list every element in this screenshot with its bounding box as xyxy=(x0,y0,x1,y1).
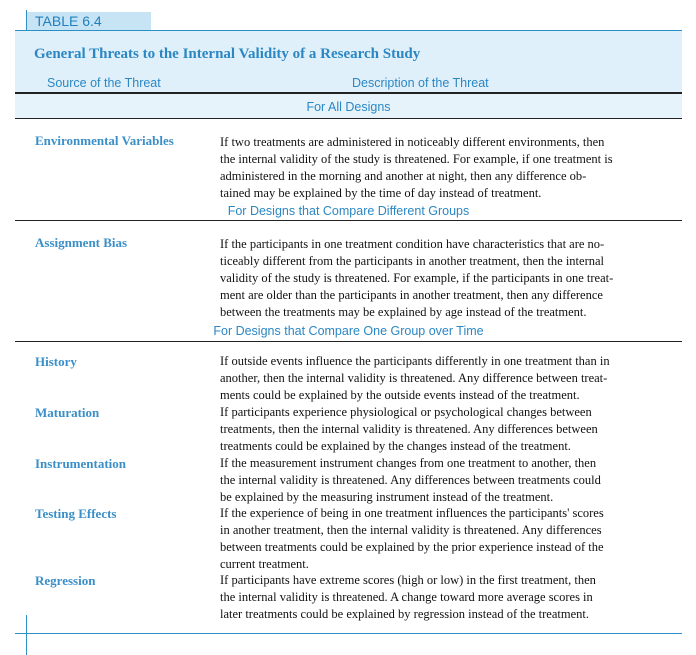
section-rule xyxy=(15,220,682,221)
title-top-rule xyxy=(15,30,682,31)
description-line: between the treatments may be explained by age instead of the treatment. xyxy=(220,305,587,319)
description-line: If participants experience physiological or psychological changes between xyxy=(220,405,592,419)
threat-description xyxy=(220,572,660,623)
threat-source: Maturation xyxy=(35,405,100,420)
description-line: between treatments could be explained by the prior experience instead of the xyxy=(220,540,604,554)
threat-description xyxy=(220,455,660,506)
column-header-description: Description of the Threat xyxy=(352,76,489,90)
description-line: ticeably different from the participants in another treatment, then the internal xyxy=(220,254,604,268)
threat-description xyxy=(220,134,660,202)
description-line: If the measurement instrument changes from one treatment to another, then xyxy=(220,456,597,470)
description-line: later treatments could be explained by regression instead of the treatment. xyxy=(220,607,589,621)
description-line: treatments could be explained by the changes instead of the treatment. xyxy=(220,439,571,453)
description-line: the internal validity of the study is threatened. For example, if one treatment is xyxy=(220,152,613,166)
description-line: administered in the morning and another at night, then any difference ob- xyxy=(220,169,587,183)
description-line: another, then the internal validity is threatened. Any difference between treat- xyxy=(220,371,608,385)
column-header-source: Source of the Threat xyxy=(47,76,161,90)
description-line: be explained by the measuring instrument instead of the treatment. xyxy=(220,490,554,504)
description-line: If the participants in one treatment condition have characteristics that are no- xyxy=(220,237,605,251)
threat-description xyxy=(220,353,660,404)
description-line: in another treatment, then the internal validity is threatened. Any differences xyxy=(220,523,602,537)
description-line: treatments, then the internal validity is threatened. Any differences between xyxy=(220,422,598,436)
description-line: validity of the study is threatened. For example, if the participants in one treat- xyxy=(220,271,614,285)
section-rule xyxy=(15,341,682,342)
threat-description xyxy=(220,404,660,455)
table-bottom-rule xyxy=(15,633,682,634)
description-line: ment are older than the participants in another treatment, then any difference xyxy=(220,288,603,302)
threat-source: Environmental Variables xyxy=(35,133,174,148)
section-rule xyxy=(15,118,682,119)
threat-source: Instrumentation xyxy=(35,456,127,471)
table-label: TABLE 6.4 xyxy=(27,12,151,31)
section-heading: For Designs that Compare One Group over Time xyxy=(213,324,484,338)
description-line: If outside events influence the participants differently in one treatment than in xyxy=(220,354,610,368)
description-line: If participants have extreme scores (high or low) in the first treatment, then xyxy=(220,573,596,587)
description-line: If the experience of being in one treatment influences the participants' scores xyxy=(220,506,604,520)
threat-description xyxy=(220,505,660,573)
description-line: tained may be explained by the time of day instead of treatment. xyxy=(220,186,542,200)
description-line: the internal validity is threatened. Any differences between treatments could xyxy=(220,473,601,487)
threat-description xyxy=(220,236,660,321)
table-title: General Threats to the Internal Validity of a Research Study xyxy=(34,46,421,62)
description-line: the internal validity is threatened. A change toward more average scores in xyxy=(220,590,593,604)
section-heading: For Designs that Compare Different Groups xyxy=(227,204,470,218)
section-heading: For All Designs xyxy=(306,100,391,114)
left-frame-line-bottom xyxy=(26,615,27,655)
description-line: If two treatments are administered in noticeably different environments, then xyxy=(220,135,605,149)
threat-source: History xyxy=(35,354,77,369)
threat-source: Assignment Bias xyxy=(35,235,128,250)
threat-source: Regression xyxy=(35,573,96,588)
threat-source: Testing Effects xyxy=(35,506,117,521)
description-line: current treatment. xyxy=(220,557,309,571)
description-line: ments could be explained by the outside events instead of the treatment. xyxy=(220,388,580,402)
